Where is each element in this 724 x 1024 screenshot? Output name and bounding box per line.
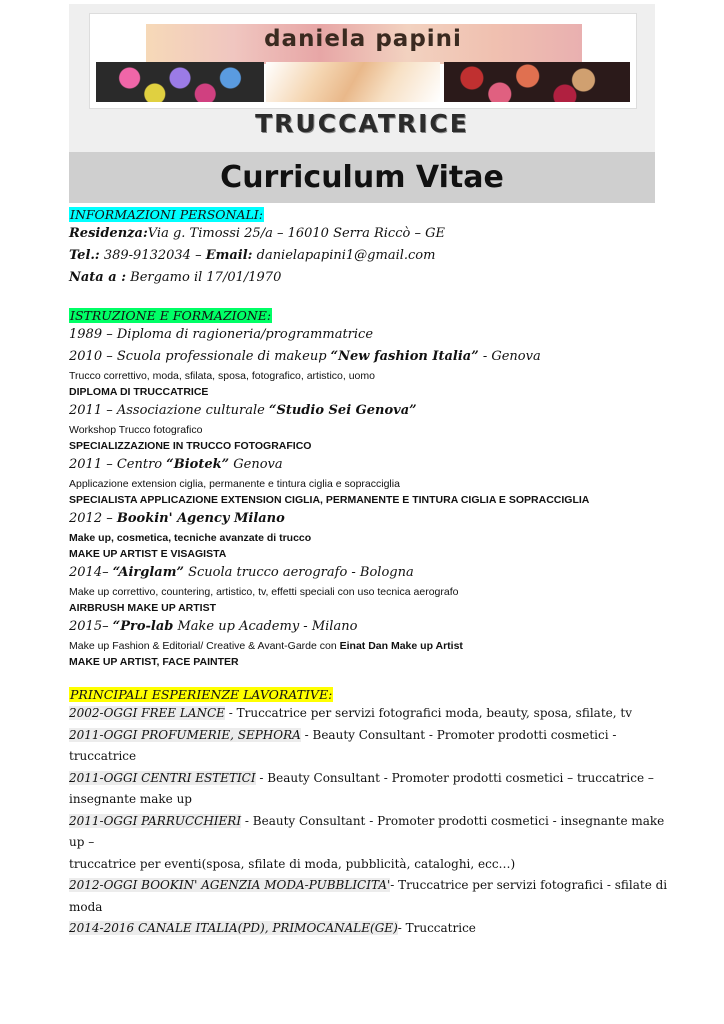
- education-diploma: DIPLOMA DI TRUCCATRICE: [69, 386, 209, 398]
- education-diploma: AIRBRUSH MAKE UP ARTIST: [69, 602, 217, 614]
- experience-item: 2014-2016 CANALE ITALIA(PD), PRIMOCANALE(GE)- Truccatrice: [69, 921, 476, 935]
- education-item: 2014– “Airglam” Scuola trucco aerografo - Bologna: [69, 565, 414, 580]
- experience-item: 2002-OGGI FREE LANCE - Truccatrice per servizi fotografici moda, beauty, sposa, sfilate, tv: [69, 706, 632, 720]
- education-item: 1989 – Diploma di ragioneria/programmatrice: [69, 327, 374, 342]
- education-description: Workshop Trucco fotografico: [69, 424, 203, 436]
- banner-image: [89, 13, 637, 109]
- education-description: Make up correttivo, countering, artistico, tv, effetti speciali con uso tecnica aerografo: [69, 586, 459, 598]
- education-item: 2011 – Associazione culturale “Studio Sei Genova”: [69, 403, 417, 418]
- cv-header: [69, 4, 655, 203]
- education-item: 2011 – Centro “Biotek” Genova: [69, 457, 283, 472]
- email-link[interactable]: danielapapini1@gmail.com: [252, 248, 436, 263]
- page-title: Curriculum Vitae: [69, 152, 655, 203]
- blush-palette-photo: [444, 62, 630, 102]
- experience-item: 2011-OGGI PROFUMERIE, SEPHORA - Beauty Consultant - Promoter prodotti cosmetici - truccatrice: [69, 727, 617, 763]
- education-diploma: SPECIALIZZAZIONE IN TRUCCO FOTOGRAFICO: [69, 440, 312, 452]
- education-item: 2010 – Scuola professionale di makeup “New fashion Italia” - Genova: [69, 349, 541, 364]
- education-description: Applicazione extension ciglia, permanente e tintura ciglia e sopracciglia: [69, 478, 400, 490]
- birth-line: Nata a : Bergamo il 17/01/1970: [69, 270, 282, 285]
- foundation-photo: [266, 62, 440, 102]
- profession-subtitle: TRUCCATRICE: [255, 109, 469, 138]
- education-diploma: MAKE UP ARTIST E VISAGISTA: [69, 548, 227, 560]
- experience-item: 2012-OGGI BOOKIN' AGENZIA MODA-PUBBLICITA'- Truccatrice per servizi fotografici - sfilate di moda: [69, 878, 668, 914]
- education-description: Trucco correttivo, moda, sfilata, sposa, fotografico, artistico, uomo: [69, 370, 375, 382]
- header-banner: [69, 4, 655, 152]
- education-item: 2015– “Pro-lab Make up Academy - Milano: [69, 619, 358, 634]
- education-description: Make up Fashion & Editorial/ Creative & Avant-Garde con Einat Dan Make up Artist: [69, 640, 463, 652]
- residence-line: Residenza:Via g. Timossi 25/a – 16010 Serra Riccò – GE: [69, 226, 445, 241]
- cv-content: [69, 204, 669, 940]
- section-heading-experience: PRINCIPALI ESPERIENZE LAVORATIVE:: [70, 687, 333, 702]
- education-description: Make up, cosmetica, tecniche avanzate di trucco: [69, 532, 312, 544]
- contact-line: Tel.: 389-9132034 – Email: danielapapini1@gmail.com: [69, 248, 436, 263]
- experience-item: 2011-OGGI PARRUCCHIERI - Beauty Consultant - Promoter prodotti cosmetici - insegnante make up – truccatrice per eventi(sposa, sfilate di moda, pubblicità, cataloghi, ecc…): [69, 813, 665, 871]
- education-diploma: MAKE UP ARTIST, FACE PAINTER: [69, 656, 239, 668]
- experience-item: 2011-OGGI CENTRI ESTETICI - Beauty Consultant - Promoter prodotti cosmetici – truccatrice – insegnante make up: [69, 770, 654, 806]
- eyeshadow-palette-photo: [96, 62, 264, 102]
- education-item: 2012 – Bookin' Agency Milano: [69, 511, 285, 526]
- section-heading-education: ISTRUZIONE E FORMAZIONE:: [70, 308, 272, 323]
- brand-name: daniela papini: [264, 26, 462, 52]
- education-diploma: SPECIALISTA APPLICAZIONE EXTENSION CIGLIA, PERMANENTE E TINTURA CIGLIA E SOPRACCIGLIA: [69, 494, 590, 506]
- section-heading-personal: INFORMAZIONI PERSONALI:: [70, 207, 263, 222]
